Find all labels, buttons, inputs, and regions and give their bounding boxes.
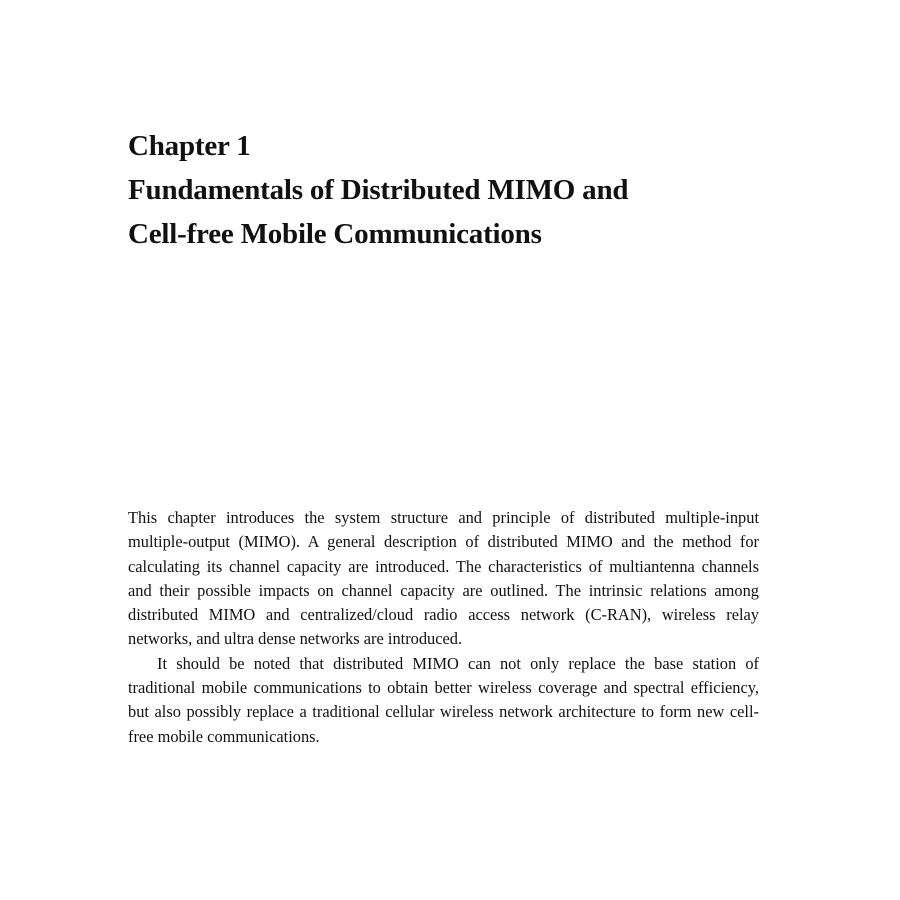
chapter-label: Chapter 1 <box>128 130 251 162</box>
abstract-paragraph-1: This chapter introduces the system structure and principle of distributed multiple-input multiple-output (MIMO). A general description of distributed MIMO and the method for calculating its channel capacity are introduced. The characteristics of multiantenna channels and their possible impacts on channel capacity are outlined. The intrinsic relations among distributed MIMO and centralized/cloud radio access network (C-RAN), wireless relay networks, and ultra dense networks are introduced. <box>128 508 759 649</box>
chapter-title-line-1: Fundamentals of Distributed MIMO and <box>128 174 629 206</box>
chapter-abstract <box>128 506 759 749</box>
abstract-paragraph-2: It should be noted that distributed MIMO can not only replace the base station of traditional mobile communications to obtain better wireless coverage and spectral efficiency, but also possibly replace a traditional cellular wireless network architecture to form new cell-free mobile communications. <box>128 653 759 746</box>
chapter-heading <box>128 124 778 256</box>
chapter-title-line-2: Cell-free Mobile Communications <box>128 218 542 250</box>
